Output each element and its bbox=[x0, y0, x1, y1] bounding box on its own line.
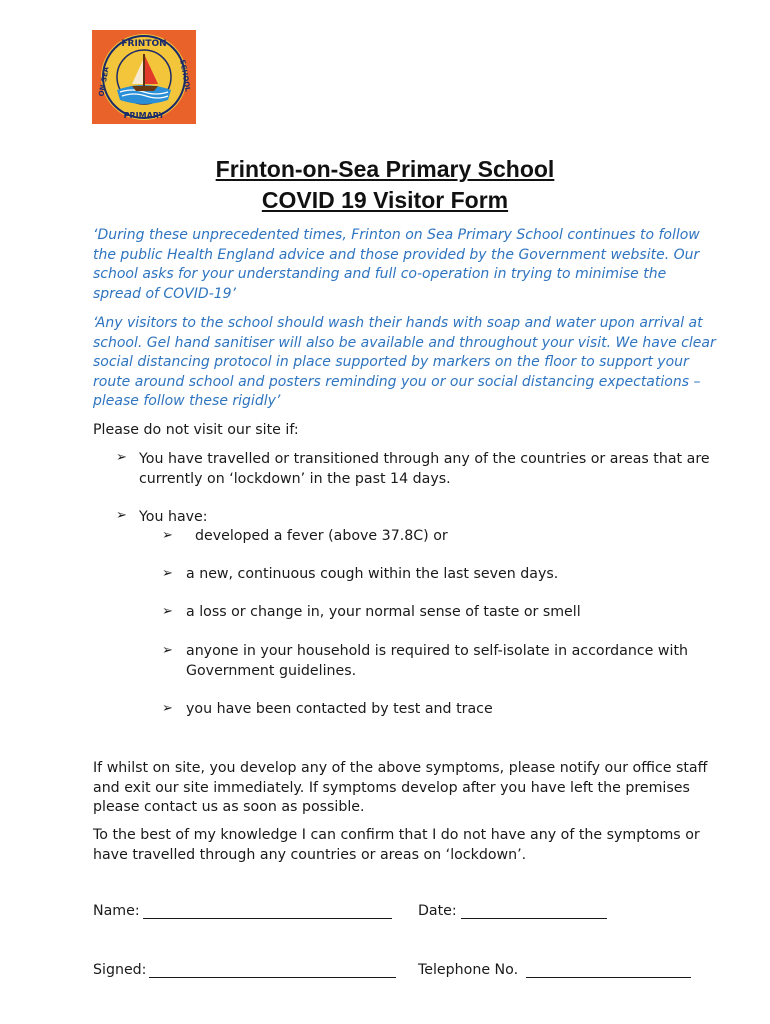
arrow-bullet-icon: ➢ bbox=[116, 508, 127, 523]
name-label: Name: bbox=[93, 903, 140, 919]
arrow-bullet-icon: ➢ bbox=[162, 701, 173, 716]
signed-label: Signed: bbox=[93, 962, 147, 978]
logo-text-right: SCHOOL bbox=[178, 59, 192, 93]
arrow-bullet-icon: ➢ bbox=[162, 643, 173, 658]
school-crest-icon bbox=[92, 30, 196, 124]
confirmation-text: To the best of my knowledge I can confirm that I do not have any of the symptoms or have travelled through any countries or areas on ‘lockdown’. bbox=[93, 827, 700, 863]
signature-field[interactable] bbox=[149, 977, 396, 978]
school-name-title: Frinton-on-Sea Primary School bbox=[215, 156, 555, 182]
arrow-bullet-icon: ➢ bbox=[116, 450, 127, 465]
symptom-item-taste: a loss or change in, your normal sense of taste or smell bbox=[186, 604, 581, 620]
name-field[interactable] bbox=[143, 918, 392, 919]
symptom-item-fever: developed a fever (above 37.8C) or bbox=[195, 528, 448, 544]
symptom-item-household: anyone in your household is required to self-isolate in accordance with Government guidelines. bbox=[186, 643, 688, 679]
onsite-symptoms-text: If whilst on site, you develop any of the above symptoms, please notify our office staff and exit our site immediately. If symptoms develop after you have left the premises please contact us as soon as possible. bbox=[93, 760, 708, 815]
intro-text: Please do not visit our site if: bbox=[93, 422, 299, 438]
arrow-bullet-icon: ➢ bbox=[162, 566, 173, 581]
arrow-bullet-icon: ➢ bbox=[162, 604, 173, 619]
symptom-item-test-trace: you have been contacted by test and trace bbox=[186, 701, 493, 717]
school-logo bbox=[92, 30, 196, 124]
travel-bullet: You have travelled or transitioned through any of the countries or areas that are currently on ‘lockdown’ in the past 14 days. bbox=[139, 451, 710, 487]
logo-text-bottom: PRIMARY bbox=[123, 111, 165, 120]
form-title: COVID 19 Visitor Form bbox=[261, 187, 509, 213]
date-label: Date: bbox=[418, 903, 457, 919]
hygiene-quote: ‘Any visitors to the school should wash their hands with soap and water upon arrival at school. Gel hand sanitiser will also be available and throughout your visit. We have clear social distancing protocol in place supported by markers on the floor to support your route around school and posters reminding you or our social distancing expectations – please follow these rigidly’ bbox=[93, 315, 716, 409]
telephone-label: Telephone No. bbox=[418, 962, 519, 978]
symptom-item-cough: a new, continuous cough within the last seven days. bbox=[186, 566, 559, 582]
health-advice-quote: ‘During these unprecedented times, Frinton on Sea Primary School continues to follow the public Health England advice and those provided by the Government website. Our school asks for your understanding and full co-operation in trying to minimise the spread of COVID-19’ bbox=[93, 227, 700, 302]
logo-text-top: FRINTON bbox=[121, 39, 167, 49]
arrow-bullet-icon: ➢ bbox=[162, 528, 173, 543]
logo-text-left: ON-SEA bbox=[97, 66, 111, 98]
symptoms-bullet: You have: bbox=[139, 509, 208, 525]
telephone-field[interactable] bbox=[526, 977, 691, 978]
date-field[interactable] bbox=[461, 918, 607, 919]
